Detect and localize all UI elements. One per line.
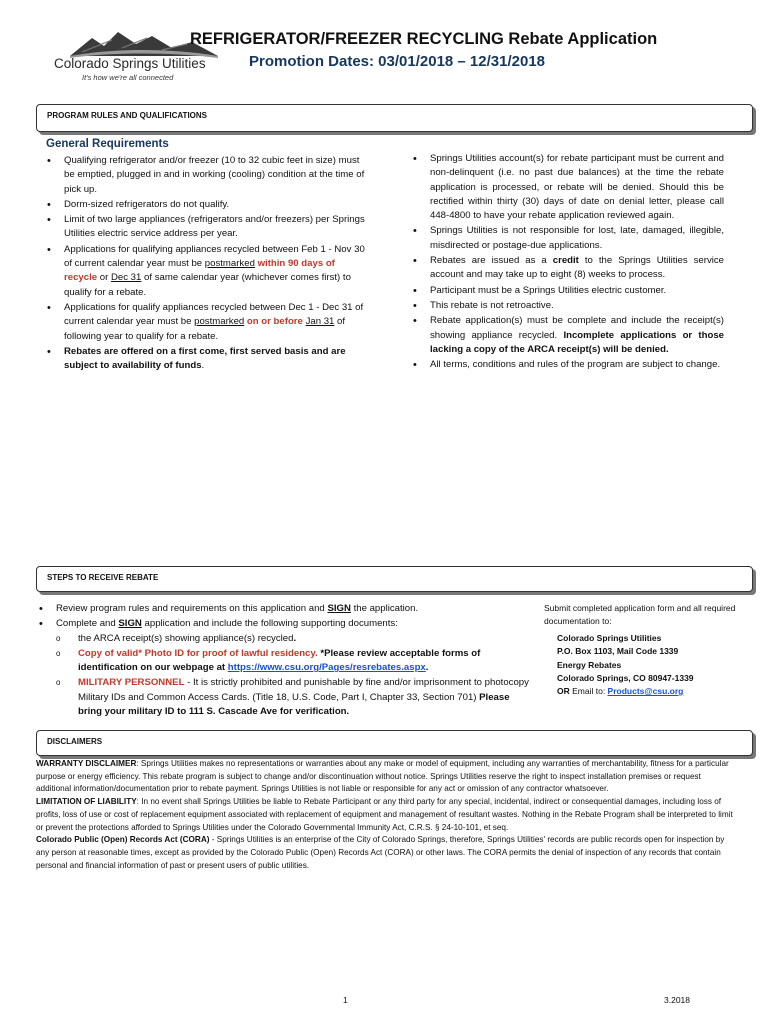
steps-list	[36, 602, 536, 720]
disclaimers-body	[36, 758, 736, 872]
list-item: • All terms, conditions and rules of the program are subject to change.	[410, 358, 724, 372]
list-item: • Rebate application(s) must be complete and include the receipt(s) showing appliance recycled. Incomplete applications or those lacking a copy of the ARCA receipt(s) will be denied.	[410, 314, 724, 357]
cora-paragraph: Colorado Public (Open) Records Act (CORA) - Springs Utilities is an enterprise of the City of Colorado Springs, therefore, Springs Utilities' records are public records open for inspection by any person at reasonable times, except as provided by the Colorado Public (Open) Records Act (CORA) or other laws. The CORA permits the denial of inspection of any records that contain personal and financial information of past or present users of public utilities.	[36, 835, 725, 870]
org-name: Colorado Springs Utilities	[54, 56, 206, 71]
steps-heading: STEPS TO RECEIVE REBATE	[47, 573, 159, 582]
page-number: 1	[343, 995, 348, 1005]
supporting-documents-list	[56, 632, 536, 720]
list-item: • Complete and SIGN application and include the following supporting documents: o the ARCA receipt(s) showing appliance(s) recycled. o Copy of valid* Photo ID for proof of lawful residency. *Please review acceptable forms of identification on our webpage at https://www.csu.org/Pages/resrebates.aspx. o MILITARY PERSONNEL - It is strictly prohibited and punishable by fine and/or imprisonment to photocopy Military IDs and Common Access Cards. (Title 18, U.S. Code, Part I, Chapter 33, Section 701) Please bring your military ID to 111 S. Cascade Ave for verification.	[36, 617, 536, 719]
list-item: • Rebates are issued as a credit to the Springs Utilities service account and may take up to eight (8) weeks to process.	[410, 254, 724, 283]
email-link[interactable]: Products@csu.org	[607, 686, 684, 696]
email-line: OR Email to: Products@csu.org	[557, 686, 684, 696]
list-item: • Dorm-sized refrigerators do not qualify.	[44, 198, 366, 212]
list-item: • Springs Utilities is not responsible for lost, late, damaged, illegible, misdirected or postage-due applications.	[410, 224, 724, 253]
disclaimers-heading: DISCLAIMERS	[47, 737, 103, 746]
list-item: o the ARCA receipt(s) showing appliance(s) recycled.	[56, 632, 536, 646]
mailing-address: Colorado Springs Utilities P.O. Box 1103, Mail Code 1339 Energy Rebates Colorado Springs, CO 80947-1339	[557, 633, 694, 683]
list-item: o MILITARY PERSONNEL - It is strictly prohibited and punishable by fine and/or imprisonment to photocopy Military IDs and Common Access Cards. (Title 18, U.S. Code, Part I, Chapter 33, Section 701) Please bring your military ID to 111 S. Cascade Ave for verification.	[56, 676, 536, 719]
warranty-paragraph: WARRANTY DISCLAIMER: Springs Utilities makes no representations or warranties about any make or model of equipment, including any warranties of merchantability, fitness for a particular purpose or energy efficiency. This rebate program is subject to change and/or discontinuation without notice. Springs Utilities reserve the right to inspect installation premises or request additional information/documentation prior to rebate payment. Springs Utilities is not liable or responsible for any act or omission of any contractor whatsoever.	[36, 759, 729, 794]
list-item: • Limit of two large appliances (refrigerators and/or freezers) per Springs Utilities electric service address per year.	[44, 213, 366, 242]
left-requirements-list	[44, 154, 366, 374]
list-item: • Springs Utilities account(s) for rebate participant must be current and non-delinquent (i.e. no past due balances) at the time the rebate application is processed, or rebate will be denied. Should this be rectified within thirty (30) days of date on denial letter, please call 448-4800 to have your rebate application reviewed again.	[410, 152, 724, 223]
page-title: REFRIGERATOR/FREEZER RECYCLING Rebate Application	[190, 30, 658, 48]
form-version: 3.2018	[664, 995, 690, 1005]
submit-instructions: Submit completed application form and all required documentation to:	[544, 603, 736, 626]
list-item: • Applications for qualifying appliances recycled between Feb 1 - Nov 30 of current calendar year must be postmarked within 90 days of recycle or Dec 31 of same calendar year (whichever comes first) to qualify for a rebate.	[44, 243, 366, 300]
list-item: • Participant must be a Springs Utilities electric customer.	[410, 284, 724, 298]
general-requirements-heading: General Requirements	[46, 138, 169, 150]
liability-paragraph: LIMITATION OF LIABILITY: In no event shall Springs Utilities be liable to Rebate Participant or any third party for any special, incidental, indirect or consequential damages, including loss of profits, loss of use or cost of replacement equipment associated with replacement of equipment and management of resultant wastes. Nothing in the Rebate Program shall be interpreted to limit or prevent the protections afforded to Springs Utilities under the Colorado Governmental Immunity Act, C.R.S. § 24-10-101, et seq.	[36, 797, 733, 832]
right-requirements-list	[410, 152, 724, 373]
promotion-dates: Promotion Dates: 03/01/2018 – 12/31/2018	[249, 53, 546, 70]
list-item: • Review program rules and requirements on this application and SIGN the application.	[36, 602, 536, 616]
list-item: • Applications for qualify appliances recycled between Dec 1 - Dec 31 of current calendar year must be postmarked on or before Jan 31 of following year to qualify for a rebate.	[44, 301, 366, 344]
list-item: • Qualifying refrigerator and/or freezer (10 to 32 cubic feet in size) must be emptied, plugged in and in working (cooling) condition at the time of pick up.	[44, 154, 366, 197]
list-item: • This rebate is not retroactive.	[410, 299, 724, 313]
rules-header-box	[36, 104, 753, 132]
tagline: It's how we're all connected	[82, 73, 174, 82]
rebates-page-link[interactable]: https://www.csu.org/Pages/resrebates.aspx	[227, 662, 426, 674]
rules-heading: PROGRAM RULES AND QUALIFICATIONS	[47, 111, 207, 120]
list-item: o Copy of valid* Photo ID for proof of lawful residency. *Please review acceptable forms of identification on our webpage at https://www.csu.org/Pages/resrebates.aspx.	[56, 647, 536, 676]
disclaimers-header-box	[36, 730, 753, 756]
steps-header-box	[36, 566, 753, 592]
list-item: • Rebates are offered on a first come, first served basis and are subject to availability of funds.	[44, 345, 366, 374]
